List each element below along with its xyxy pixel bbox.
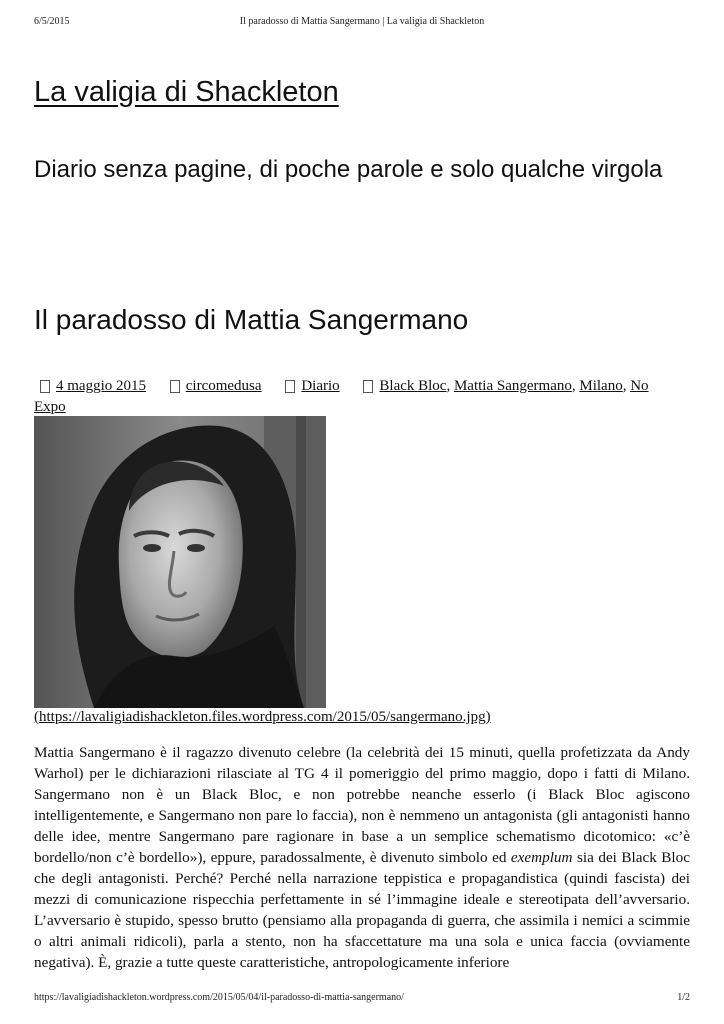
post-photo[interactable]: [34, 416, 326, 708]
tag-link-mattia-sangermano[interactable]: Mattia Sangermano: [453, 378, 572, 394]
tag-link-no-expo[interactable]: No Expo: [34, 378, 649, 415]
post-title: Il paradosso di Mattia Sangermano: [34, 304, 469, 335]
print-page-number: 1/2: [677, 992, 690, 1003]
image-source-link[interactable]: (https://lavaligiadishackleton.files.wordpress.com/2015/05/sangermano.jpg): [34, 709, 491, 725]
folder-icon: [285, 380, 295, 393]
print-header: [34, 16, 690, 30]
site-title-link[interactable]: La valigia di Shackleton: [34, 76, 339, 108]
post-meta: 4 maggio 2015 circomedusa Diario Black Bloc, Mattia Sangermano, Milano, No Expo: [34, 378, 649, 415]
post-body-part2: sia dei Black Bloc che degli antagonisti. Perché? Perché nella narrazione teppistica e propagandistica (quindi fascista) dei mezzi di comunicazione rispecchia perfettamente in sé l’immagine ideale e stereotipata dell’avversario. L’avversario è stupido, spesso brutto (pensiamo alla propaganda di guerra, che assimila i nemici a scimmie o altri animali ridicoli), parla a stento, non ha sfaccettature ma una sola e unica faccia (ovviamente negativa). È, grazie a tutte queste caratteristiche, antropologicamente inferiore: [34, 849, 690, 971]
tag-link-black-bloc[interactable]: Black Bloc: [379, 378, 447, 394]
tag-icon: [363, 380, 373, 393]
post-body: [34, 742, 690, 973]
calendar-icon: [40, 380, 50, 393]
print-date: 6/5/2015: [34, 16, 70, 27]
print-url: https://lavaligiadishackleton.wordpress.com/2015/05/04/il-paradosso-di-mattia-sangermano/: [34, 992, 404, 1003]
user-icon: [170, 380, 180, 393]
post-body-part1: Mattia Sangermano è il ragazzo divenuto celebre (la celebrità dei 15 minuti, quella profetizzata da Andy Warhol) per le dichiarazioni rilasciate al TG 4 il pomeriggio del primo maggio, dopo i fatti di Milano. Sangermano non è un Black Bloc, e non potrebbe neanche esserlo (i Black Bloc agiscono intelligentemente, e Sangermano non pare lo faccia), non è nemmeno un antagonista (gli antagonisti hanno delle idee, mentre Sangermano pare ragionare in base a un semplice schematismo dicotomico: «c’è bordello/non c’è bordello»), eppure, paradossalmente, è divenuto simbolo ed: [34, 744, 690, 866]
post-body-emphasis: exemplum: [510, 849, 573, 866]
category-link[interactable]: Diario: [301, 378, 340, 394]
site-description: Diario senza pagine, di poche parole e solo qualche virgola: [34, 156, 663, 183]
print-footer: [34, 992, 690, 1006]
print-page-title: Il paradosso di Mattia Sangermano | La valigia di Shackleton: [239, 16, 485, 27]
tag-link-milano[interactable]: Milano: [579, 378, 623, 394]
post-date-link[interactable]: 4 maggio 2015: [56, 378, 146, 394]
author-link[interactable]: circomedusa: [185, 378, 262, 394]
hooded-portrait-image: [34, 416, 326, 708]
